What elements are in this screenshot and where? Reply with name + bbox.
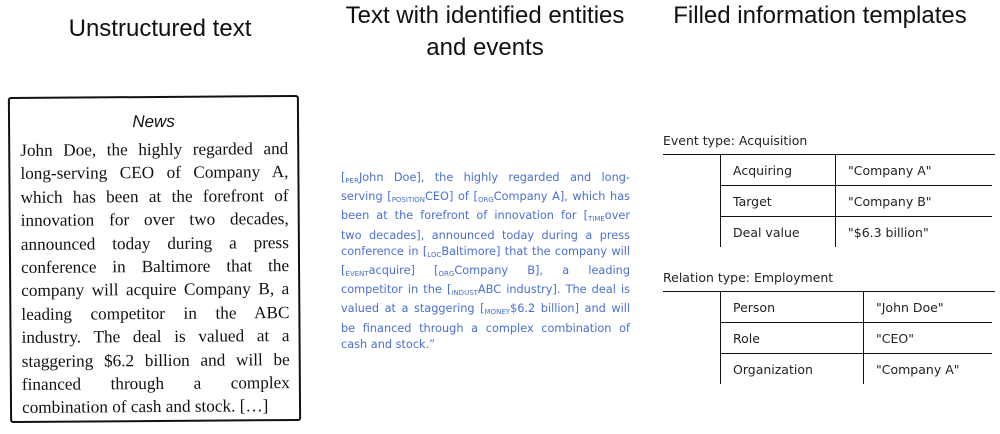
field-value: "$6.3 billion" bbox=[836, 217, 993, 248]
entity-type-tag: PER bbox=[345, 177, 359, 185]
plain-text-span: [ bbox=[446, 283, 452, 297]
heading-identified-entities: Text with identified entities and events bbox=[345, 2, 625, 61]
plain-text-span: ] of bbox=[448, 190, 474, 204]
entity-span: CEO bbox=[425, 190, 449, 204]
entity-span: John Doe bbox=[358, 171, 417, 184]
relation-template-title: Relation type: Employment bbox=[663, 270, 834, 285]
entity-type-tag: ORG bbox=[477, 196, 494, 205]
plain-text-span: ] that the company will bbox=[496, 244, 630, 258]
entity-type-tag: ORG bbox=[438, 270, 455, 279]
news-body-text: John Doe, the highly regarded and long-serving CEO of Company A, which has been at the forefront of innovation for over two decades, announced today during a press conference in Baltimore that the company will acquire Company B, a leading competitor in the ABC industry. The deal is valued at a staggering $6.2 billion and will be financed through a complex combination of cash and stock. […] bbox=[20, 139, 290, 418]
entity-type-tag: POSITION bbox=[391, 196, 426, 205]
field-key: Organization bbox=[721, 354, 864, 385]
entity-type-tag: MONEY bbox=[484, 308, 511, 317]
entity-type-tag: EVENT bbox=[345, 270, 369, 279]
table-row bbox=[721, 217, 993, 248]
field-value: "CEO" bbox=[864, 323, 993, 354]
plain-text-span: ] bbox=[410, 264, 435, 278]
field-key: Role bbox=[721, 323, 864, 354]
field-value: "Company B" bbox=[836, 186, 993, 217]
entity-span: Company B bbox=[454, 264, 536, 278]
plain-text-span: ], announced today during a press conference in bbox=[341, 228, 630, 258]
entity-span: ABC industry bbox=[477, 283, 553, 297]
event-template-table bbox=[720, 155, 992, 247]
plain-text-span: ], which has been at the forefront of innovation for bbox=[341, 190, 630, 223]
table-row bbox=[721, 155, 993, 186]
heading-unstructured-text: Unstructured text bbox=[68, 15, 252, 42]
relation-template-table bbox=[720, 292, 992, 384]
entity-span: Company A bbox=[493, 190, 560, 204]
news-document-box bbox=[8, 95, 301, 423]
event-template-title: Event type: Acquisition bbox=[663, 133, 808, 148]
entity-span: acquire bbox=[368, 264, 411, 278]
plain-text-span: [ bbox=[473, 190, 478, 204]
field-key: Person bbox=[721, 292, 864, 323]
plain-text-span: [ bbox=[480, 302, 485, 316]
plain-text-span: [ bbox=[583, 209, 588, 223]
field-value: "Company A" bbox=[864, 354, 993, 385]
news-title: News bbox=[132, 111, 175, 132]
entity-type-tag: TIME bbox=[587, 215, 605, 224]
plain-text-span: ]. The deal is valued at a staggering bbox=[341, 283, 630, 316]
field-key: Deal value bbox=[721, 217, 836, 248]
plain-text-span: ], a leading competitor in the bbox=[341, 264, 630, 297]
plain-text-span: ], the highly regarded and long-serving bbox=[341, 171, 630, 204]
field-key: Target bbox=[721, 186, 836, 217]
entity-span: Baltimore bbox=[441, 244, 497, 258]
annotated-text bbox=[341, 170, 630, 353]
table-row bbox=[721, 186, 993, 217]
table-row bbox=[721, 292, 993, 323]
field-value: "Company A" bbox=[836, 155, 993, 186]
entity-span: $6.2 billion bbox=[510, 302, 575, 316]
entity-type-tag: LOC bbox=[427, 250, 442, 259]
table-row bbox=[721, 354, 993, 385]
heading-filled-templates: Filled information templates bbox=[673, 2, 967, 29]
plain-text-span: [ bbox=[341, 171, 346, 184]
table-row bbox=[721, 323, 993, 354]
plain-text-span: [ bbox=[387, 190, 392, 204]
plain-text-span: ] and will be financed through a complex combination of cash and stock.” bbox=[341, 302, 631, 351]
entity-span: over two decades bbox=[341, 209, 630, 242]
plain-text-span: [ bbox=[341, 264, 346, 278]
entity-type-tag: INDUST bbox=[451, 289, 478, 298]
field-value: "John Doe" bbox=[864, 292, 993, 323]
field-key: Acquiring bbox=[721, 155, 836, 186]
plain-text-span: [ bbox=[434, 264, 439, 278]
plain-text-span: [ bbox=[422, 244, 428, 258]
